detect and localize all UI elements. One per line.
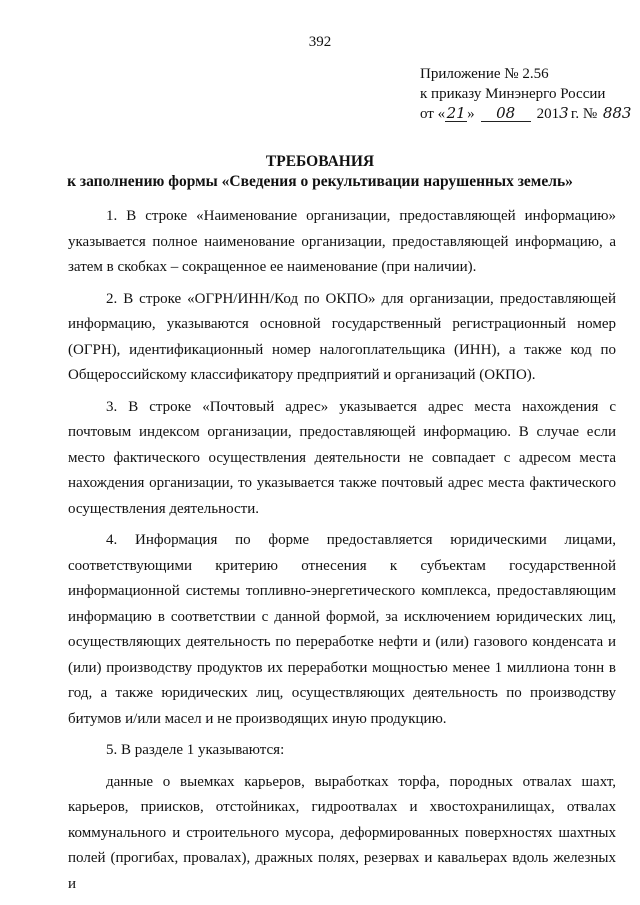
date-day: 21 xyxy=(446,104,466,122)
paragraph-1: 1. В строке «Наименование организации, предоставляющей информацию» указывается полное наименование организации, предоставляющей информацию, а затем в скобках – сокращенное ее наименование (при наличии). xyxy=(68,208,616,275)
paragraph-5: 5. В разделе 1 указываются: xyxy=(106,742,285,758)
date-year-digit: 3 xyxy=(559,104,569,122)
paragraph-3: 3. В строке «Почтовый адрес» указывается адрес места нахождения с почтовым индексом организации, предоставляющей информацию. В случае если место фактического осуществления деятельности не совпадает с адресом места нахождения организации, то указывается также почтовый адрес места фактического осуществления деятельности. xyxy=(68,398,616,517)
date-month: 08 xyxy=(481,105,531,122)
date-mid: г. № xyxy=(567,106,598,122)
date-separator: » xyxy=(467,106,475,122)
title-heading: ТРЕБОВАНИЯ xyxy=(265,153,375,170)
page-number: 392 xyxy=(308,34,332,50)
appendix-order-ref: к приказу Минэнерго России xyxy=(420,86,606,102)
date-prefix: от « xyxy=(420,106,446,122)
title-subheading: к заполнению формы «Сведения о рекультивации нарушенных земель» xyxy=(67,173,573,190)
appendix-block xyxy=(420,64,637,124)
paragraph-6: данные о выемках карьеров, выработках торфа, породных отвалах шахт, карьеров, приисков, отстойниках, гидроотвалах и хвостохранилищах, отвалах коммунального и строительного мусора, деформированных поверхностях шахтных полей (прогибах, провалах), дражных полях, резервах и кавальерах вдоль железных и xyxy=(68,773,616,892)
paragraph-4: 4. Информация по форме предоставляется юридическими лицами, соответствующими критерию отнесения к субъектам государственной информационной системы топливно-энергетического комплекса, предоставляющим информацию в соответствии с данной формой, за исключением юридических лиц, осуществляющих деятельность по переработке нефти и (или) газового конденсата и (или) производству продуктов их переработки мощностью менее 1 миллиона тонн в год, а также юридических лиц, осуществляющих деятельность по производству битумов и/или масел и не производящих иную продукцию. xyxy=(68,532,616,727)
date-year-prefix: 201 xyxy=(536,106,560,122)
order-number: 883 xyxy=(602,104,632,122)
appendix-date-line xyxy=(420,104,637,124)
appendix-label: Приложение № 2.56 xyxy=(420,66,549,82)
paragraph-2: 2. В строке «ОГРН/ИНН/Код по ОКПО» для организации, предоставляющей информацию, указываются основной государственный регистрационный номер (ОГРН), идентификационный номер налогоплательщика (ИНН), а также код по Общероссийскому классификатору предприятий и организаций (ОКПО). xyxy=(68,290,616,383)
document-title xyxy=(0,152,640,192)
document-body xyxy=(68,204,616,903)
